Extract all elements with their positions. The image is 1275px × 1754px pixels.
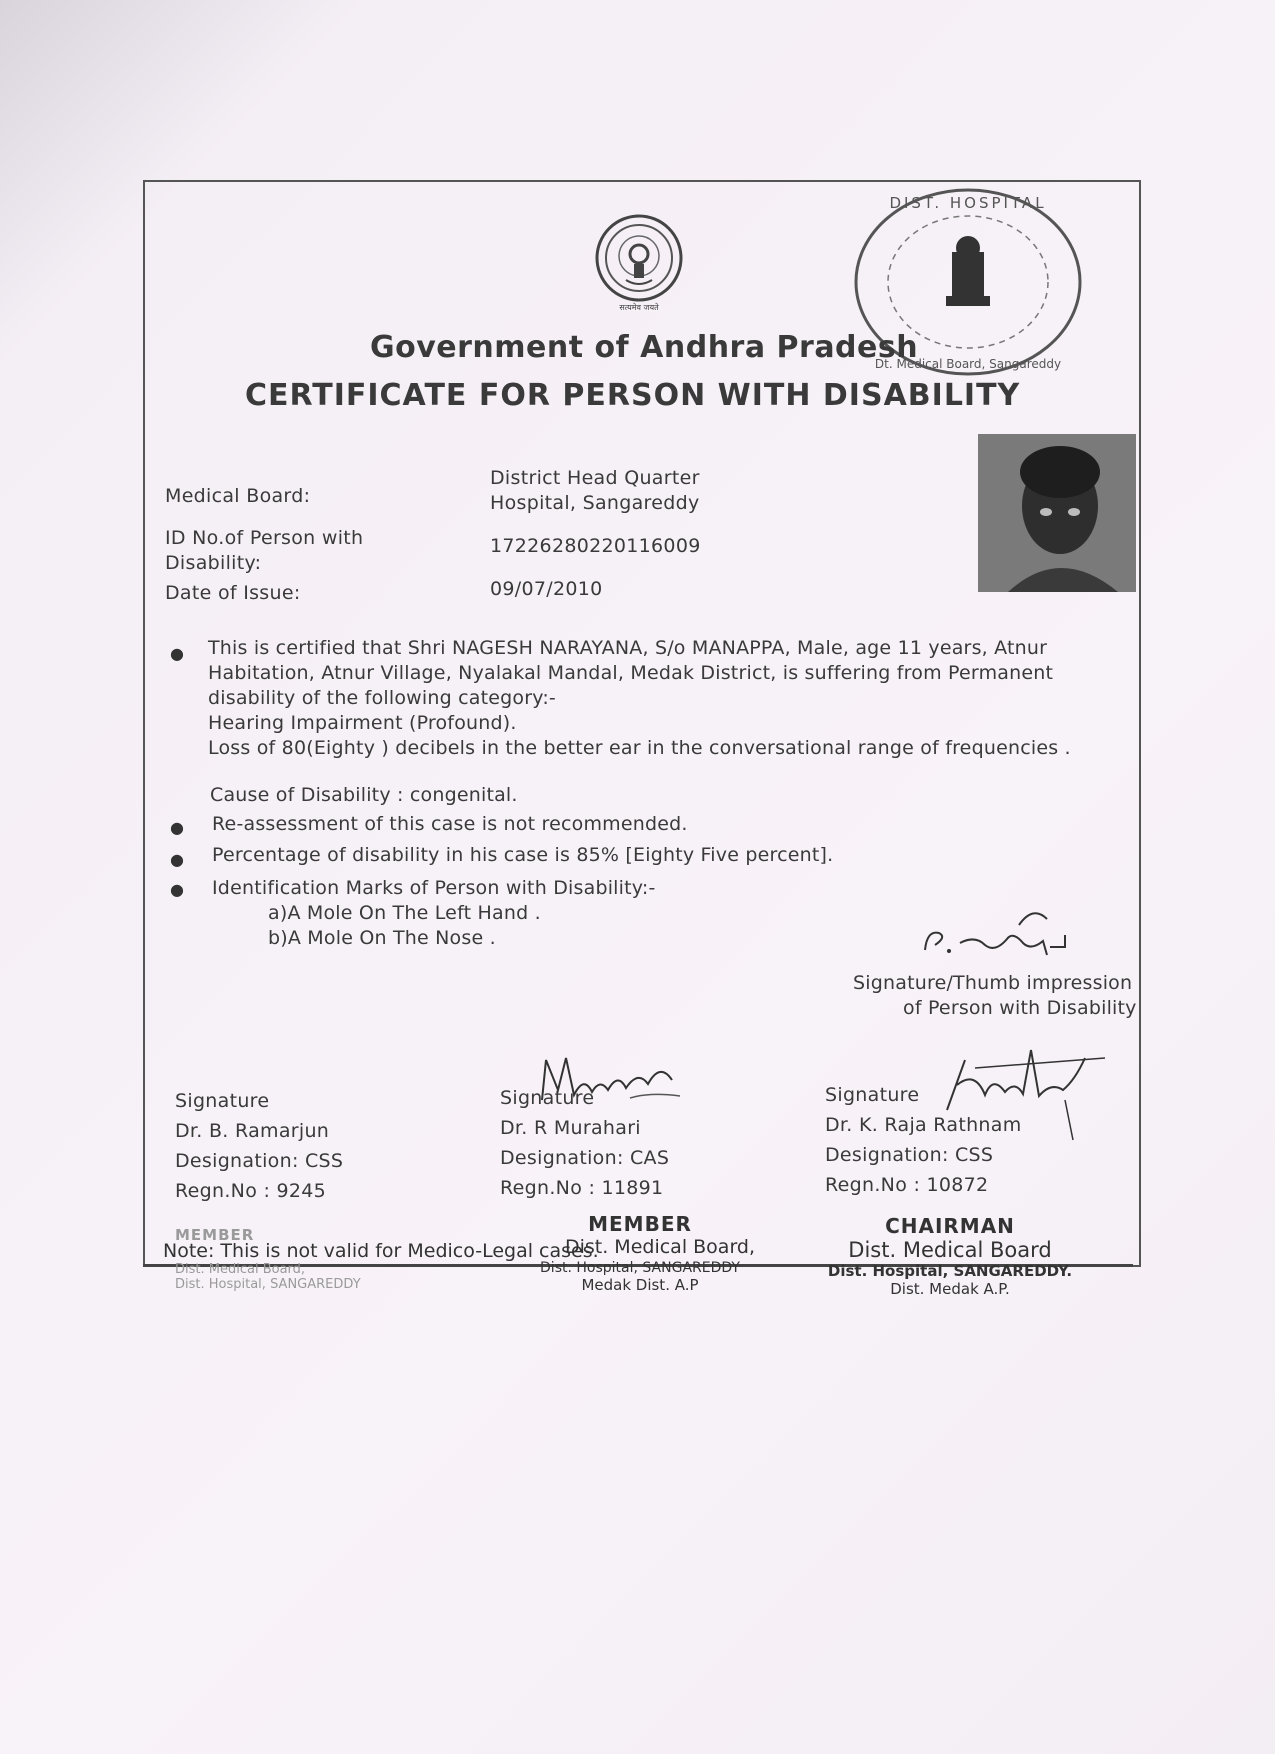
- signatory-2-stamp-line3: Dist. Hospital, SANGAREDDY: [540, 1260, 740, 1276]
- cert-line-3: disability of the following category:-: [208, 687, 556, 709]
- medical-board-value-line2: Hospital, Sangareddy: [490, 492, 700, 514]
- signatory-3-regn: Regn.No : 10872: [825, 1174, 989, 1196]
- signatory-3-stamp-line2: Dist. Medical Board: [848, 1238, 1052, 1262]
- medico-legal-note: Note: This is not valid for Medico-Legal cases.: [163, 1240, 599, 1262]
- signatory-1-stamp-line1: MEMBER: [175, 1226, 255, 1244]
- mark-a: a)A Mole On The Left Hand .: [268, 902, 541, 924]
- person-signature-label-line1: Signature/Thumb impression: [853, 972, 1133, 994]
- title-government: Government of Andhra Pradesh: [370, 330, 919, 365]
- identification-heading: Identification Marks of Person with Disability:-: [212, 877, 656, 899]
- cert-line-1: This is certified that Shri NAGESH NARAYANA, S/o MANAPPA, Male, age 11 years, Atnur: [208, 637, 1048, 659]
- signatory-3-stamp-line3: Dist. Hospital, SANGAREDDY.: [827, 1262, 1073, 1280]
- andhra-pradesh-emblem-icon: [586, 208, 692, 314]
- signatory-2-designation: Designation: CAS: [500, 1147, 670, 1169]
- signatory-1-stamp-line2: Dist. Medical Board,: [175, 1262, 306, 1277]
- medical-board-label: Medical Board:: [165, 485, 311, 507]
- date-label: Date of Issue:: [165, 582, 301, 604]
- signatory-3-designation: Designation: CSS: [825, 1144, 994, 1166]
- person-signature-label-line2: of Person with Disability: [903, 997, 1137, 1019]
- emblem-caption: सत्यमेव जयते: [619, 303, 659, 312]
- mark-b: b)A Mole On The Nose .: [268, 927, 496, 949]
- id-label-line1: ID No.of Person with: [165, 527, 364, 549]
- bullet-icon: ●: [170, 880, 184, 899]
- signatory-3-name: Dr. K. Raja Rathnam: [825, 1114, 1022, 1136]
- signatory-2-signature-label: Signature: [500, 1087, 595, 1109]
- cert-line-4: Hearing Impairment (Profound).: [208, 712, 517, 734]
- signatory-2-stamp-line4: Medak Dist. A.P: [581, 1276, 699, 1294]
- title-certificate: CERTIFICATE FOR PERSON WITH DISABILITY: [245, 378, 1021, 413]
- cause-of-disability: Cause of Disability : congenital.: [210, 784, 518, 806]
- signatory-2-stamp-line1: MEMBER: [588, 1212, 692, 1236]
- signatory-3: [825, 1080, 1022, 1200]
- cert-line-5: Loss of 80(Eighty ) decibels in the better ear in the conversational range of frequencies .: [208, 737, 1071, 759]
- cert-line-2: Habitation, Atnur Village, Nyalakal Mandal, Medak District, is suffering from Permanent: [208, 662, 1054, 684]
- reassessment-text: Re-assessment of this case is not recommended.: [212, 813, 688, 835]
- signatory-3-stamp: [800, 1214, 1100, 1298]
- date-value: 09/07/2010: [490, 578, 603, 600]
- percentage-text: Percentage of disability in his case is 85% [Eighty Five percent].: [212, 844, 834, 866]
- signatory-1-signature-label: Signature: [175, 1090, 270, 1112]
- seal-text: DIST. HOSPITAL: [889, 194, 1047, 212]
- signatory-2-name: Dr. R Murahari: [500, 1117, 641, 1139]
- id-label-line2: Disability:: [165, 552, 262, 574]
- id-value: 17226280220116009: [490, 535, 701, 557]
- signatory-1-name: Dr. B. Ramarjun: [175, 1120, 330, 1142]
- signatory-2-stamp-line2: Dist. Medical Board,: [564, 1236, 756, 1258]
- person-photo: [978, 434, 1136, 592]
- signatory-1: [175, 1086, 343, 1206]
- signatory-2: [500, 1083, 669, 1203]
- medical-board-value-line1: District Head Quarter: [490, 467, 700, 489]
- bullet-icon: ●: [170, 818, 184, 837]
- signatory-3-stamp-line1: CHAIRMAN: [885, 1214, 1015, 1238]
- bullet-icon: ●: [170, 644, 184, 663]
- signatory-1-designation: Designation: CSS: [175, 1150, 344, 1172]
- bullet-icon: ●: [170, 850, 184, 869]
- seal-text-bottom: Dt. Medical Board, Sangareddy: [874, 357, 1062, 371]
- person-signature-icon: [915, 895, 1115, 970]
- signatory-1-stamp-line3: Dist. Hospital, SANGAREDDY: [175, 1277, 361, 1292]
- signatory-1-regn: Regn.No : 9245: [175, 1180, 327, 1202]
- signatory-3-stamp-line4: Dist. Medak A.P.: [890, 1280, 1010, 1298]
- signatory-3-signature-label: Signature: [825, 1084, 920, 1106]
- signatory-2-regn: Regn.No : 11891: [500, 1177, 664, 1199]
